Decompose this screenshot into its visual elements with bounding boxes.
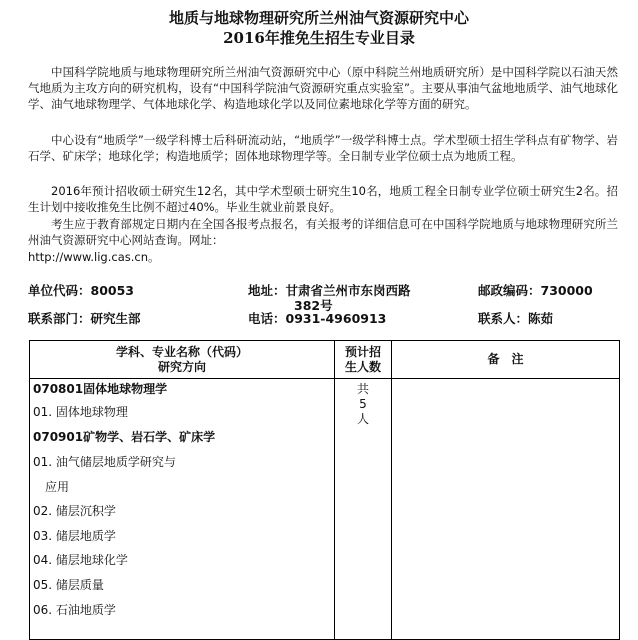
- table-row: 01. 固体地球物理: [33, 405, 128, 419]
- header-major: [30, 341, 335, 379]
- quota-cell: [335, 379, 392, 640]
- header-quota: [335, 341, 392, 379]
- contact-department: 联系部门：研究生部: [28, 311, 141, 326]
- intro-paragraph-3: 2016年预计招收硕士研究生12名，其中学术型硕士研究生10名，地质工程全日制专业学位硕士研究生2名。招生计划中接收推免生比例不超过40%。毕业生就业前景良好。: [28, 184, 618, 215]
- phone: 电话：0931-4960913: [248, 311, 387, 326]
- address-line-1: 地址：甘肃省兰州市东岗西路: [248, 283, 411, 298]
- table-row: 070901矿物学、岩石学、矿床学: [33, 430, 216, 444]
- address-line-2: 382号: [294, 298, 333, 313]
- header-remarks: 备 注: [392, 341, 620, 379]
- header-major-line2: 研究方向: [157, 359, 206, 374]
- table-row: 070801固体地球物理学: [33, 382, 168, 396]
- table-row: 01. 油气储层地质学研究与: [33, 455, 176, 469]
- intro-paragraph-1: 中国科学院地质与地球物理研究所兰州油气资源研究中心（原中科院兰州地质研究所）是中国科学院以石油天然气地质为主攻方向的研究机构，设有“中国科学院油气资源研究重点实验室”。主要从事油气盆地地质学、油气地球化学、油气地球物理学、气体地球化学、构造地球化学以及同位素地球化学等方面的研究。: [28, 65, 618, 112]
- intro-paragraph-2: 中心设有“地质学”一级学科博士后科研流动站，“地质学”一级学科博士点。学术型硕士招生学科点有矿物学、岩石学、矿床学；地球化学；构造地质学；固体地球物理学等。全日制专业学位硕士点为地质工程。: [28, 133, 618, 164]
- unit-code: 单位代码：80053: [28, 283, 134, 298]
- document-title: 地质与地球物理研究所兰州油气资源研究中心: [168, 9, 469, 27]
- major-list-cell: [30, 379, 335, 640]
- table-row: 04. 储层地球化学: [33, 553, 128, 567]
- contact-person: 联系人：陈茹: [478, 311, 554, 326]
- table-row: 应用: [33, 480, 70, 494]
- header-quota-line1: 预计招: [344, 344, 381, 359]
- table-row: 05. 储层质量: [33, 578, 104, 592]
- table-row: 03. 储层地质学: [33, 529, 116, 543]
- table-row: 06. 石油地质学: [33, 603, 116, 617]
- quota-line2: 5: [359, 397, 367, 411]
- website-link[interactable]: http://www.lig.cas.cn。: [28, 250, 160, 264]
- quota-line1: 共: [356, 382, 369, 396]
- header-quota-line2: 生人数: [344, 359, 381, 374]
- header-major-line1: 学科、专业名称（代码）: [115, 344, 248, 359]
- remarks-cell: [392, 379, 620, 640]
- intro-paragraph-4: 考生应于教育部规定日期内在全国各报考点报名，有关报考的详细信息可在中国科学院地质与地球物理研究所兰州油气资源研究中心网站查询。网址：: [28, 217, 618, 248]
- table-row: 02. 储层沉积学: [33, 504, 116, 518]
- document-subtitle: 2016年推免生招生专业目录: [223, 29, 415, 47]
- quota-line3: 人: [356, 412, 369, 426]
- postcode: 邮政编码：730000: [478, 283, 593, 298]
- catalog-table: [29, 340, 620, 640]
